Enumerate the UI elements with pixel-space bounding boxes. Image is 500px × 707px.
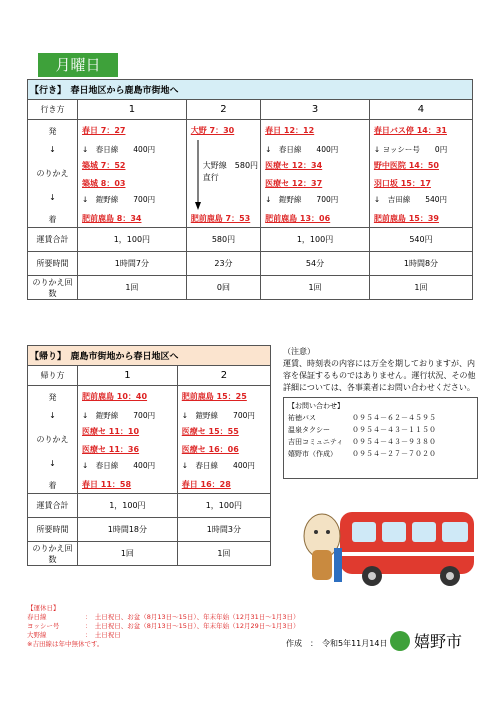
- depart-time: 肥前鹿島 15：25: [181, 392, 247, 401]
- inbound-table: [27, 345, 271, 566]
- contact-name: 祐徳バス: [288, 414, 316, 422]
- direct-label: 直行: [202, 173, 219, 182]
- time-value: 54分: [261, 252, 370, 276]
- col-header: 2: [177, 366, 270, 386]
- holiday-line: 春日線: [27, 613, 47, 621]
- line-info: ↓ 吉田線 540円: [373, 195, 448, 204]
- fare-label: 運賃合計: [28, 494, 78, 518]
- transfer-depart: 医療セ 12：37: [265, 179, 323, 188]
- col-header: 3: [261, 100, 370, 120]
- fare-label: 運賃合計: [28, 228, 78, 252]
- line-info: ↓ 春日線 400円: [181, 461, 255, 470]
- transfer-count: 0回: [186, 276, 260, 300]
- arrive-time: 肥前鹿島 15：39: [373, 214, 439, 223]
- contact-tel: ０９５４－６２－４５９５: [352, 414, 436, 422]
- fare-value: 1，100円: [261, 228, 370, 252]
- line-info: ↓ 鎧野線 700円: [181, 411, 255, 420]
- transfer-arrive: 医療セ 11：10: [82, 427, 140, 436]
- inbound-title: 【帰り】 鹿島市街地から春日地区へ: [28, 346, 271, 366]
- fare-value: 1，100円: [177, 494, 270, 518]
- line-info: ↓ 春日線 400円: [82, 461, 156, 470]
- time-value: 1時間3分: [177, 518, 270, 542]
- holiday-row: [27, 631, 300, 640]
- transfer-count-label: のりかえ回数: [28, 542, 78, 566]
- day-tab: 月曜日: [38, 53, 118, 77]
- transfer-depart: 羽口坂 15：17: [373, 179, 431, 188]
- transfer-arrive: 医療セ 15：55: [181, 427, 239, 436]
- arrive-time: 肥前鹿島 7：53: [190, 214, 251, 223]
- depart-time: 肥前鹿島 10：40: [82, 392, 148, 401]
- transfer-arrive: 医療セ 12：34: [265, 161, 323, 170]
- depart-time: 大野 7：30: [190, 126, 235, 135]
- city-name: 嬉野市: [414, 632, 463, 651]
- arrow-label: ↓: [49, 145, 56, 154]
- route-cell: [177, 386, 270, 494]
- line-info: ↓ 春日線 400円: [82, 145, 156, 154]
- contact-row: [288, 436, 473, 448]
- arrive-label: 着: [48, 215, 57, 224]
- arrive-label: 着: [48, 481, 57, 490]
- col-label: 帰り方: [28, 366, 78, 386]
- created-date: 作成 ： 令和5年11月14日: [286, 639, 388, 648]
- notice: [283, 346, 478, 394]
- arrive-time: 春日 11：58: [82, 480, 132, 489]
- down-arrow-icon: [195, 140, 201, 210]
- line-info: ↓ 鎧野線 700円: [82, 195, 156, 204]
- contact-tel: ０９５４－２７－７０２０: [352, 450, 436, 458]
- col-header: 1: [78, 100, 187, 120]
- fare-value: 1，100円: [78, 228, 187, 252]
- transfer-count: 1回: [369, 276, 472, 300]
- outbound-table: [27, 79, 473, 300]
- arrive-time: 肥前鹿島 13：06: [265, 214, 331, 223]
- route-cell: [369, 120, 472, 228]
- city-logo: [390, 629, 462, 652]
- route-cell: [261, 120, 370, 228]
- notice-title: （注意）: [283, 347, 315, 356]
- holiday-text: ： 土日祝日: [85, 631, 121, 639]
- fare-value: 580円: [186, 228, 260, 252]
- line-info: 大野線 580円: [202, 161, 259, 170]
- col-header: 2: [186, 100, 260, 120]
- holiday-line: 大野線: [27, 631, 47, 639]
- route-labels: [28, 120, 78, 228]
- transfer-label: のりかえ: [36, 435, 69, 444]
- route-labels: [28, 386, 78, 494]
- time-value: 1時間7分: [78, 252, 187, 276]
- transfer-count: 1回: [261, 276, 370, 300]
- time-value: 1時間18分: [78, 518, 178, 542]
- contact-title: 【お問い合わせ】: [288, 402, 344, 410]
- outbound-title: 【行き】 春日地区から鹿島市街地へ: [28, 80, 473, 100]
- contact-name: 温泉タクシー: [288, 426, 330, 434]
- line-info: ↓ 鎧野線 700円: [265, 195, 339, 204]
- notice-body: 運賃、時刻表の内容には万全を期しておりますが、内容を保証するものではありません。運行状況、その他詳細については、各事業者にお問い合わせください。: [283, 359, 476, 392]
- holiday-text: ： 土日祝日、お盆（8月13日～15日）、年末年始（12月29日～1月3日）: [85, 622, 300, 630]
- transfer-count: 1回: [78, 276, 187, 300]
- contact-tel: ０９５４－４３－１１５０: [352, 426, 436, 434]
- fare-value: 540円: [369, 228, 472, 252]
- fare-value: 1，100円: [78, 494, 178, 518]
- holiday-text: ： 土日祝日、お盆（8月13日～15日）、年末年始（12月31日～1月3日）: [85, 613, 300, 621]
- transfer-depart: 医療セ 16：06: [181, 445, 239, 454]
- line-info: ↓ 鎧野線 700円: [82, 411, 156, 420]
- contact-row: [288, 424, 473, 436]
- route-cell: [186, 120, 260, 228]
- transfer-count: 1回: [78, 542, 178, 566]
- line-info: ↓ ヨッシー号 0円: [373, 145, 448, 154]
- bus-illustration: [300, 500, 478, 590]
- contact-tel: ０９５４－４３－９３８０: [352, 438, 436, 446]
- transfer-depart: 築城 8：03: [82, 179, 126, 188]
- holiday-title: 【運休日】: [27, 604, 60, 612]
- transfer-count: 1回: [177, 542, 270, 566]
- route-cell: [78, 120, 187, 228]
- transfer-arrive: 野中医院 14：50: [373, 161, 439, 170]
- arrive-time: 春日 16：28: [181, 480, 231, 489]
- holiday-row: [27, 622, 300, 631]
- contact-row: [288, 448, 473, 460]
- depart-time: 春日 12：12: [265, 126, 315, 135]
- col-header: 4: [369, 100, 472, 120]
- depart-time: 春日 7：27: [82, 126, 126, 135]
- depart-time: 春日バス停 14：31: [373, 126, 447, 135]
- contact-box: [283, 397, 478, 479]
- holiday-line: ヨッシー号: [27, 622, 60, 630]
- col-label: 行き方: [28, 100, 78, 120]
- arrow-label: ↓: [49, 411, 56, 420]
- transfer-count-label: のりかえ回数: [28, 276, 78, 300]
- holiday-note: ※吉田線は年中無休です。: [27, 640, 104, 648]
- col-header: 1: [78, 366, 178, 386]
- depart-label: 発: [48, 393, 57, 402]
- time-label: 所要時間: [28, 252, 78, 276]
- time-value: 23分: [186, 252, 260, 276]
- depart-label: 発: [48, 127, 57, 136]
- contact-name: 嬉野市（作成）: [288, 450, 337, 458]
- transfer-depart: 医療セ 11：36: [82, 445, 140, 454]
- holiday-notes: [27, 604, 300, 649]
- time-label: 所要時間: [28, 518, 78, 542]
- transfer-label: のりかえ: [36, 169, 69, 178]
- arrow-label: ↓: [49, 459, 56, 468]
- arrow-label: ↓: [49, 193, 56, 202]
- time-value: 1時間8分: [369, 252, 472, 276]
- city-mark-icon: [390, 631, 410, 651]
- line-info: ↓ 春日線 400円: [265, 145, 339, 154]
- holiday-row: [27, 613, 300, 622]
- contact-row: [288, 412, 473, 424]
- transfer-arrive: 築城 7：52: [82, 161, 126, 170]
- contact-name: 吉田コミュニティ: [288, 438, 344, 446]
- route-cell: [78, 386, 178, 494]
- arrive-time: 肥前鹿島 8：34: [82, 214, 142, 223]
